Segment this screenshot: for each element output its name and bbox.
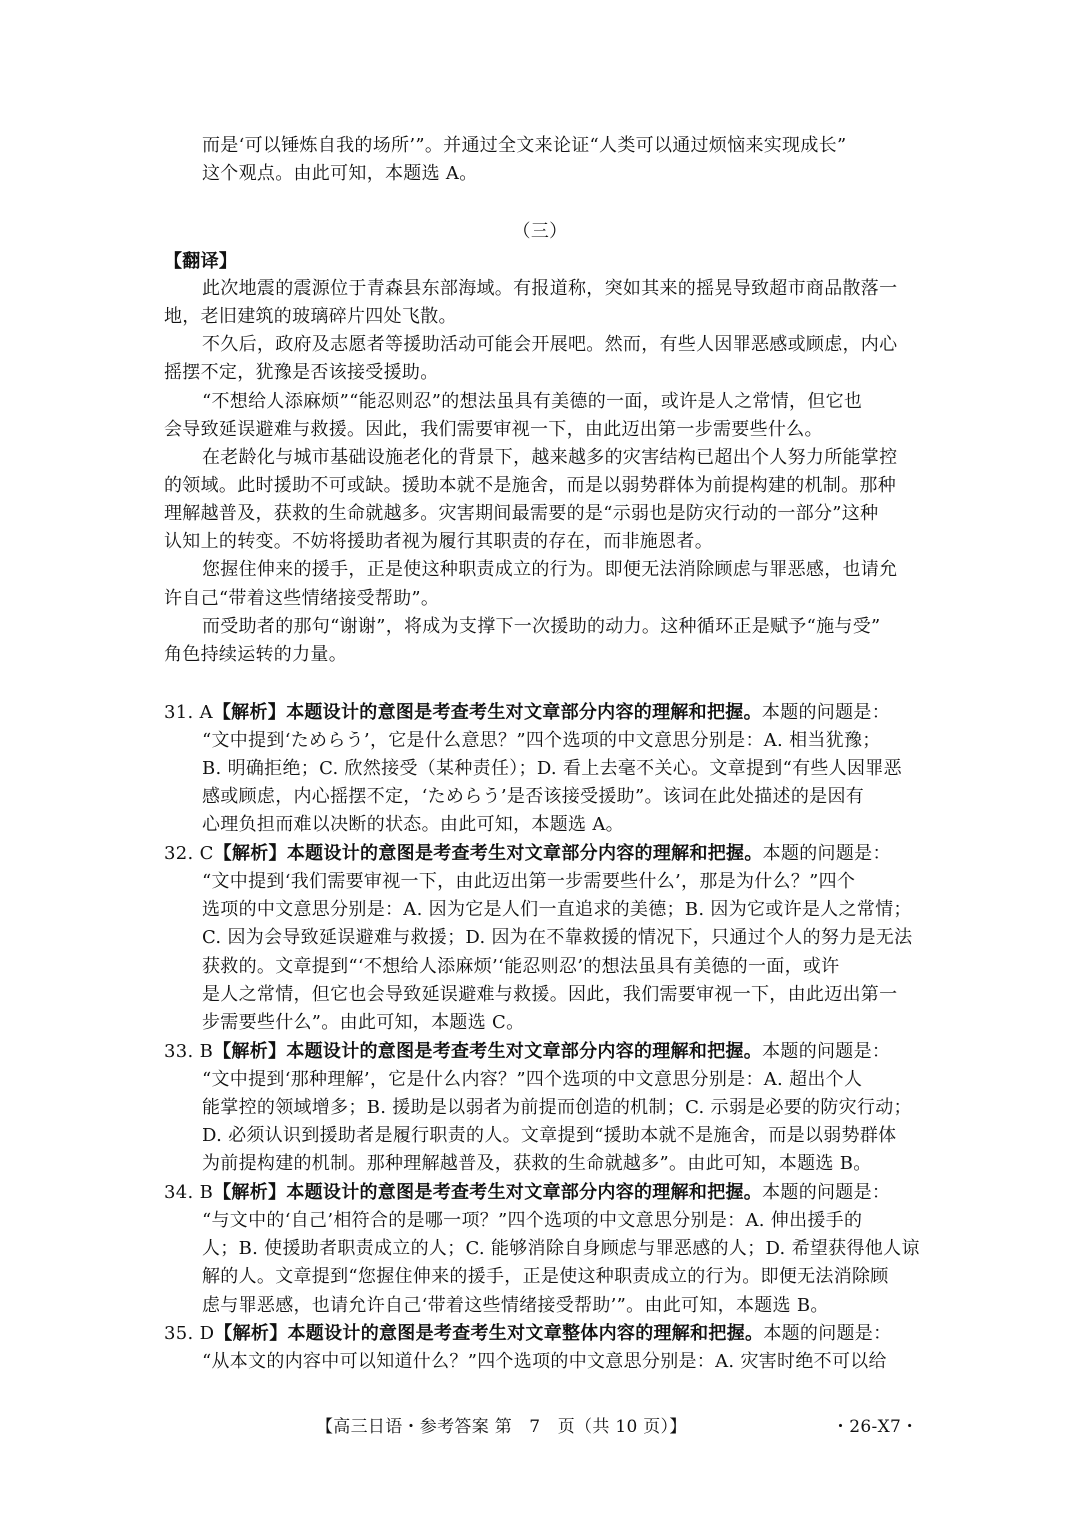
analysis-tag: 【解析】	[213, 1041, 287, 1062]
analysis-intent: 本题设计的意图是考查考生对文章部分内容的理解和把握。	[286, 702, 762, 723]
translation-line: 您握住伸来的援手，正是使这种职责成立的行为。即便无法消除顾虑与罪恶感，也请允	[202, 559, 898, 580]
answer-line: 为前提构建的机制。那种理解越普及，获救的生命就越多”。由此可知，本题选 B。	[202, 1153, 872, 1174]
intro-line: 而是‘可以锤炼自我的场所’”。并通过全文来论证“人类可以通过烦恼来实现成长”	[202, 135, 847, 156]
analysis-tag: 【解析】	[213, 1182, 287, 1203]
translation-line: 而受助者的那句“谢谢”，将成为支撑下一次援助的动力。这种循环正是赋予“施与受”	[202, 616, 881, 637]
answer-line: “从本文的内容中可以知道什么？”四个选项的中文意思分别是：A. 灾害时绝不可以给	[202, 1351, 887, 1372]
answer-line: D. 必须认识到援助者是履行职责的人。文章提到“援助本就不是施舍，而是以弱势群体	[202, 1125, 897, 1146]
translation-line: 许自己“带着这些情绪接受帮助”。	[164, 588, 440, 609]
analysis-question-lead: 本题的问题是：	[763, 1323, 892, 1344]
answer-line: 是人之常情，但它也会导致延误避难与救援。因此，我们需要审视一下，由此迈出第一	[202, 984, 898, 1005]
question-number: 32.	[164, 843, 194, 864]
answer-head	[164, 1040, 890, 1064]
analysis-tag: 【解析】	[212, 702, 287, 723]
answer-line: 解的人。文章提到“您握住伸来的援手，正是使这种职责成立的行为。即便无法消除顾	[202, 1266, 889, 1287]
translation-line: 在老龄化与城市基础设施老化的背景下，越来越多的灾害结构已超出个人努力所能掌控	[202, 447, 898, 468]
answer-head	[164, 1181, 890, 1205]
answer-choice: D	[199, 1323, 215, 1344]
answer-line: “文中提到‘ためらう’，它是什么意思？”四个选项的中文意思分别是：A. 相当犹豫；	[202, 730, 881, 751]
answer-line: 获救的。文章提到“‘不想给人添麻烦’‘能忍则忍’的想法虽具有美德的一面，或许	[202, 956, 840, 977]
analysis-intent: 本题设计的意图是考查考生对文章部分内容的理解和把握。	[286, 843, 763, 864]
translation-line: 不久后，政府及志愿者等援助活动可能会开展吧。然而，有些人因罪恶感或顾虑，内心	[202, 334, 898, 355]
page-footer-code: ・26-X7・	[832, 1417, 919, 1437]
answer-choice: A	[199, 702, 213, 723]
analysis-question-lead: 本题的问题是：	[761, 702, 890, 723]
translation-heading: 【翻译】	[164, 251, 238, 272]
answer-head	[164, 842, 891, 866]
analysis-intent: 本题设计的意图是考查考生对文章部分内容的理解和把握。	[286, 1182, 763, 1203]
translation-line: 的领域。此时援助不可或缺。援助本就不是施舍，而是以弱势群体为前提构建的机制。那种	[164, 475, 896, 496]
answer-line: 能掌控的领域增多；B. 援助是以弱者为前提而创造的机制；C. 示弱是必要的防灾行动；	[202, 1097, 912, 1118]
answer-line: 选项的中文意思分别是：A. 因为它是人们一直追求的美德；B. 因为它或许是人之常情；	[202, 899, 912, 920]
analysis-intent: 本题设计的意图是考查考生对文章部分内容的理解和把握。	[286, 1041, 763, 1062]
translation-line: 地，老旧建筑的玻璃碎片四处飞散。	[164, 306, 457, 327]
translation-line: 会导致延误避难与救援。因此，我们需要审视一下，由此迈出第一步需要些什么。	[164, 419, 823, 440]
answer-line: “与文中的‘自己’相符合的是哪一项？”四个选项的中文意思分别是：A. 伸出援手的	[202, 1210, 863, 1231]
question-number: 34.	[164, 1182, 194, 1203]
translation-line: “不想给人添麻烦”“能忍则忍”的想法虽具有美德的一面，或许是人之常情，但它也	[202, 391, 863, 412]
analysis-question-lead: 本题的问题是：	[762, 1041, 891, 1062]
analysis-intent: 本题设计的意图是考查考生对文章整体内容的理解和把握。	[287, 1323, 764, 1344]
analysis-question-lead: 本题的问题是：	[762, 1182, 891, 1203]
answer-line: 虑与罪恶感，也请允许自己‘带着这些情绪接受帮助’”。由此可知，本题选 B。	[202, 1295, 829, 1316]
translation-line: 理解越普及，获救的生命就越多。灾害期间最需要的是“示弱也是防灾行动的一部分”这种	[164, 503, 879, 524]
answer-line: B. 明确拒绝；C. 欣然接受（某种责任）；D. 看上去毫不关心。文章提到“有些人因罪恶	[202, 758, 902, 779]
answer-line: “文中提到‘我们需要审视一下，由此迈出第一步需要些什么’，那是为什么？”四个	[202, 871, 856, 892]
answer-line: “文中提到‘那种理解’，它是什么内容？”四个选项的中文意思分别是：A. 超出个人	[202, 1069, 863, 1090]
page-footer-center: 【高三日语・参考答案 第 7 页（共 10 页）】	[316, 1417, 687, 1437]
answer-line: 人；B. 使援助者职责成立的人；C. 能够消除自身顾虑与罪恶感的人；D. 希望获得他人谅	[202, 1238, 920, 1259]
question-number: 33.	[164, 1041, 194, 1062]
translation-line: 认知上的转变。不妨将援助者视为履行其职责的存在，而非施恩者。	[164, 531, 713, 552]
analysis-question-lead: 本题的问题是：	[762, 843, 891, 864]
answer-line: 感或顾虑，内心摇摆不定，‘ためらう’是否该接受援助”。该词在此处描述的是因有	[202, 786, 865, 807]
translation-line: 角色持续运转的力量。	[164, 644, 347, 665]
answer-head	[164, 701, 890, 725]
section-label: （三）	[512, 221, 568, 242]
question-number: 35.	[164, 1323, 194, 1344]
translation-line: 此次地震的震源位于青森县东部海域。有报道称，突如其来的摇晃导致超市商品散落一	[202, 278, 898, 299]
question-number: 31.	[164, 702, 194, 723]
intro-line: 这个观点。由此可知，本题选 A。	[202, 163, 478, 184]
translation-line: 摇摆不定，犹豫是否该接受援助。	[164, 362, 439, 383]
answer-line: 步需要些什么”。由此可知，本题选 C。	[202, 1012, 525, 1033]
answer-line: C. 因为会导致延误避难与救援；D. 因为在不靠救援的情况下，只通过个人的努力是无法	[202, 927, 913, 948]
answer-choice: C	[199, 843, 214, 864]
answer-choice: B	[199, 1182, 214, 1203]
answer-head	[164, 1322, 891, 1346]
answer-choice: B	[199, 1041, 214, 1062]
analysis-tag: 【解析】	[214, 1323, 288, 1344]
answer-line: 心理负担而难以决断的状态。由此可知，本题选 A。	[202, 814, 624, 835]
analysis-tag: 【解析】	[213, 843, 287, 864]
